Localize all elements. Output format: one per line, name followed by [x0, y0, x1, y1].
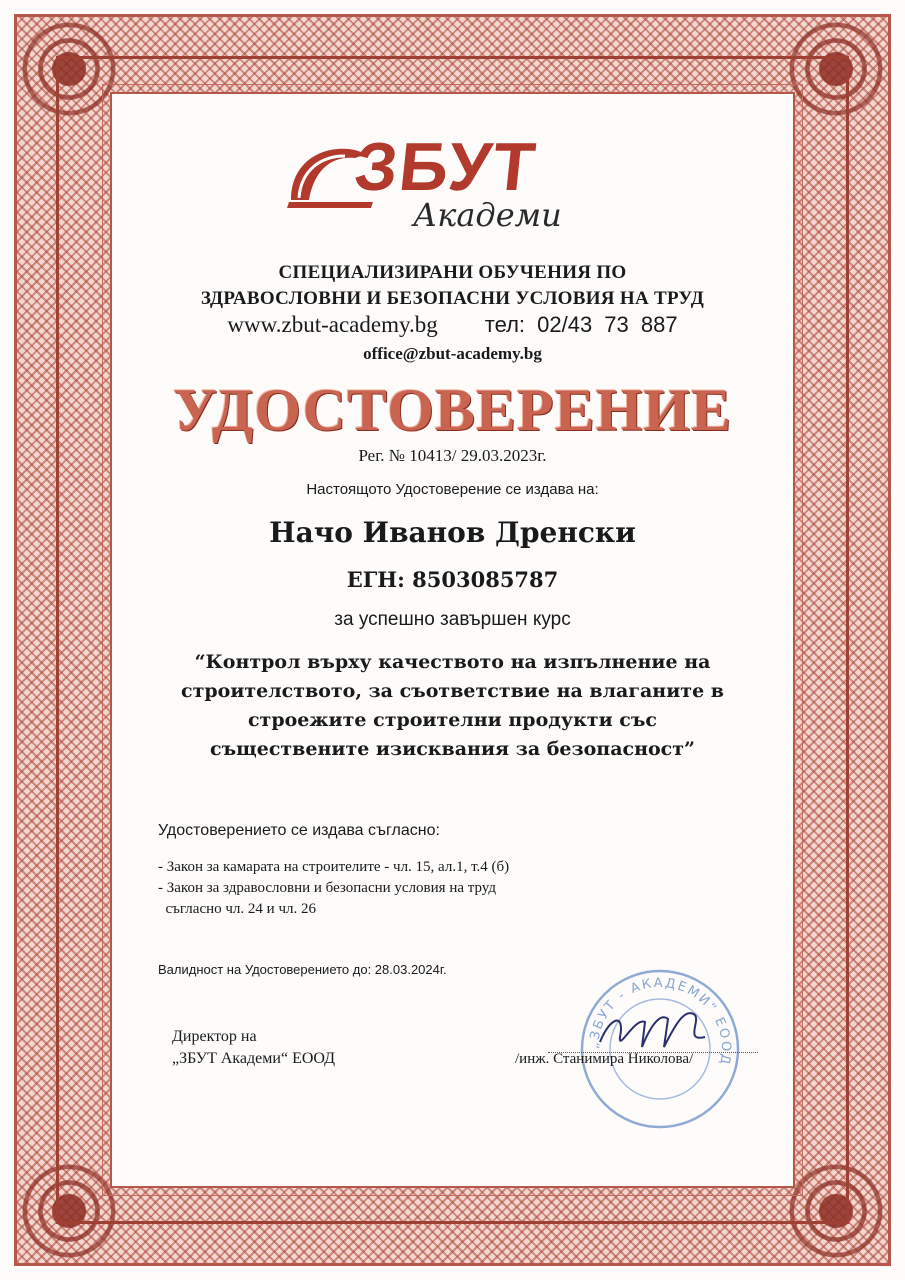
course-title-line: “Контрол върху качеството на изпълнение на — [194, 651, 711, 673]
director-company: „ЗБУТ Академи“ ЕООД — [172, 1050, 336, 1067]
website-link[interactable]: www.zbut-academy.bg — [227, 312, 438, 337]
course-title — [110, 648, 795, 764]
email-link[interactable]: office@zbut-academy.bg — [363, 344, 542, 363]
logo-brand: ЗБУТ — [351, 129, 541, 205]
stamp-text: „ЗБУТ - АКАДЕМИ“ ЕООД — [586, 975, 734, 1068]
phone-number: тел: 02/43 73 887 — [484, 312, 678, 337]
course-title-line: съществените изисквания за безопасност” — [210, 738, 695, 760]
signer-name: /инж. Станимира Николова/ — [515, 1051, 694, 1067]
logo-sub: Академи — [413, 196, 562, 234]
legal-basis-title: Удостоверението се издава съгласно: — [158, 822, 440, 839]
legal-basis-item: - Закон за камарата на строителите - чл. 15, ал.1, т.4 (б) — [158, 859, 510, 875]
legal-basis-item: - Закон за здравословни и безопасни условия на труд — [158, 880, 496, 896]
recipient-name: Начо Иванов Дренски — [269, 516, 636, 549]
director-role: Директор на — [172, 1028, 257, 1045]
organization-subtitle — [110, 260, 795, 312]
document-title: УДОСТОВЕРЕНИЕ — [173, 377, 732, 443]
legal-basis-list — [158, 857, 509, 920]
registration-number: Рег. № 10413/ 29.03.2023г. — [358, 446, 547, 465]
certificate-content — [110, 92, 795, 1188]
validity-date: Валидност на Удостоверението до: 28.03.2024г. — [158, 962, 447, 977]
course-intro: за успешно завършен курс — [334, 609, 571, 630]
issued-to-intro: Настоящото Удостоверение се издава на: — [306, 481, 599, 498]
course-title-line: строежите строителни продукти със — [247, 709, 657, 731]
subtitle-line: СПЕЦИАЛИЗИРАНИ ОБУЧЕНИЯ ПО — [278, 262, 627, 283]
course-title-line: строителството, за съответствие на влаганите в — [181, 680, 724, 702]
contact-line — [110, 312, 795, 338]
director-title — [172, 1026, 335, 1070]
subtitle-line: ЗДРАВОСЛОВНИ И БЕЗОПАСНИ УСЛОВИЯ НА ТРУД — [200, 288, 705, 309]
recipient-egn: ЕГН: 8503085787 — [346, 567, 559, 592]
legal-basis-item: съгласно чл. 24 и чл. 26 — [158, 901, 316, 917]
academy-logo — [285, 128, 625, 248]
